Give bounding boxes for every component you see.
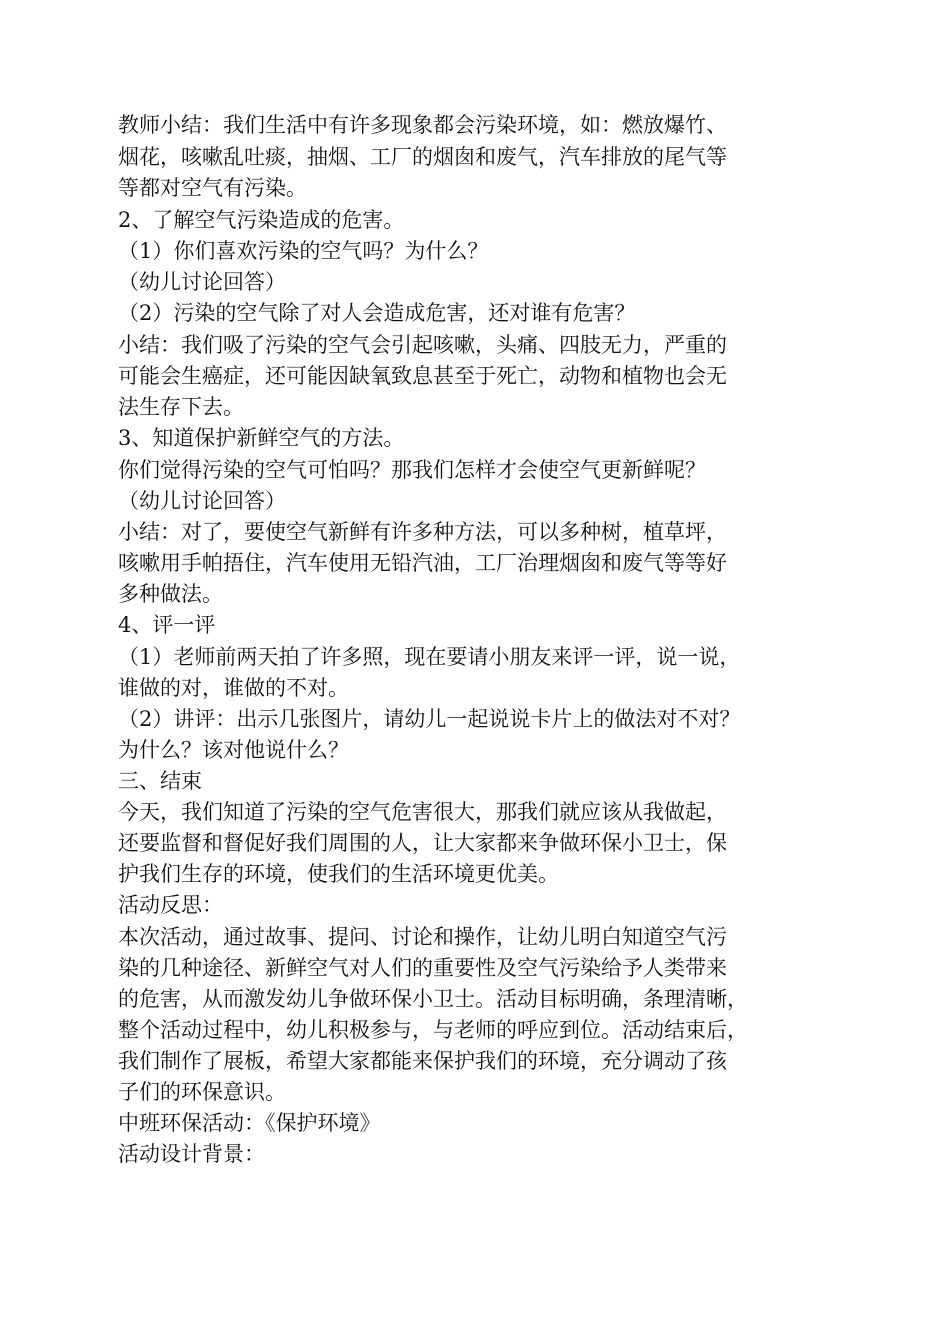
text-line: （幼儿讨论回答） (118, 489, 286, 513)
text-line: 小结：对了，要使空气新鲜有许多种方法，可以多种树，植草坪， (118, 520, 727, 544)
text-line: 为什么？该对他说什么？ (118, 738, 349, 762)
text-line: 可能会生癌症，还可能因缺氧致息甚至于死亡，动物和植物也会无 (118, 364, 727, 388)
text-line: 3、知道保护新鲜空气的方法。 (118, 426, 405, 450)
text-line: 今天，我们知道了污染的空气危害很大，那我们就应该从我做起， (118, 800, 727, 824)
text-line: （2）污染的空气除了对人会造成危害，还对谁有危害？ (118, 301, 636, 325)
text-line: （1）老师前两天拍了许多照，现在要请小朋友来评一评，说一说， (118, 645, 741, 669)
text-line: 等都对空气有污染。 (118, 176, 307, 200)
text-line: （1）你们喜欢污染的空气吗？为什么？ (118, 239, 489, 263)
text-line: 整个活动过程中，幼儿积极参与，与老师的呼应到位。活动结束后， (118, 1018, 748, 1042)
text-line: 烟花，咳嗽乱吐痰，抽烟、工厂的烟囱和废气，汽车排放的尾气等 (118, 145, 727, 169)
text-line: 我们制作了展板，希望大家都能来保护我们的环境，充分调动了孩 (118, 1049, 727, 1073)
text-line: 4、评一评 (118, 613, 216, 637)
text-line: 法生存下去。 (118, 395, 244, 419)
text-line: 你们觉得污染的空气可怕吗？那我们怎样才会使空气更新鲜呢？ (118, 458, 706, 482)
text-line: 2、了解空气污染造成的危害。 (118, 208, 405, 232)
text-line: 多种做法。 (118, 582, 223, 606)
text-line: 染的几种途径、新鲜空气对人们的重要性及空气污染给予人类带来 (118, 956, 727, 980)
text-line: 活动设计背景： (118, 1142, 265, 1166)
text-line: 的危害，从而激发幼儿争做环保小卫士。活动目标明确，条理清晰， (118, 987, 748, 1011)
text-line: 咳嗽用手帕捂住，汽车使用无铅汽油，工厂治理烟囱和废气等等好 (118, 551, 727, 575)
text-line: 三、结束 (118, 769, 202, 793)
text-line: 子们的环保意识。 (118, 1080, 286, 1104)
text-line: 中班环保活动：《保护环境》 (118, 1111, 381, 1135)
text-line: 护我们生存的环境，使我们的生活环境更优美。 (118, 862, 559, 886)
text-line: 小结：我们吸了污染的空气会引起咳嗽，头痛、四肢无力，严重的 (118, 333, 727, 357)
text-line: 本次活动，通过故事、提问、讨论和操作，让幼儿明白知道空气污 (118, 925, 727, 949)
text-line: （2）讲评：出示几张图片，请幼儿一起说说卡片上的做法对不对？ (118, 707, 741, 731)
text-line: 活动反思： (118, 893, 223, 917)
text-line: 谁做的对，谁做的不对。 (118, 676, 349, 700)
text-line: 教师小结：我们生活中有许多现象都会污染环境，如：燃放爆竹、 (118, 113, 727, 137)
text-line: （幼儿讨论回答） (118, 270, 286, 294)
text-line: 还要监督和督促好我们周围的人，让大家都来争做环保小卫士，保 (118, 831, 727, 855)
